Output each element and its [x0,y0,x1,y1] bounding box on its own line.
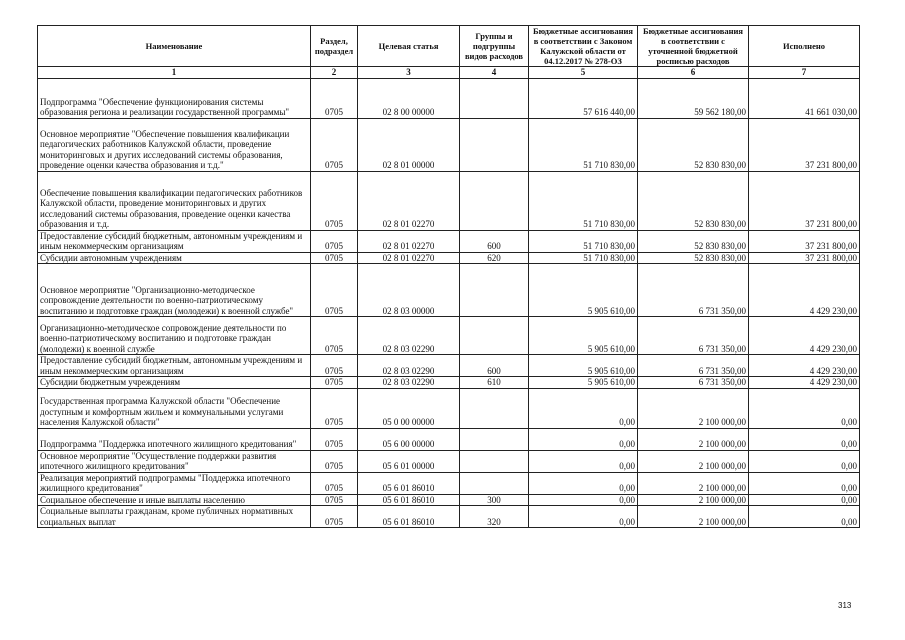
table-row [38,494,860,506]
cell-name: Государственная программа Калужской области "Обеспечение доступным и комфортным жильем и коммунальными услугами населения Калужской области" [38,388,311,428]
header-group: Группы и подгруппы видов расходов [460,26,529,67]
cell-group: 610 [460,377,529,389]
cell-plan: 59 562 180,00 [638,78,749,118]
cell-done: 0,00 [749,494,860,506]
cell-target: 02 8 01 02270 [358,171,460,230]
cell-plan: 52 830 830,00 [638,230,749,252]
cell-target: 05 6 01 86010 [358,506,460,528]
cell-name: Предоставление субсидий бюджетным, автономным учреждениям и иным некоммерческим организациям [38,230,311,252]
cell-target: 05 6 00 00000 [358,428,460,450]
cell-target: 02 8 03 02290 [358,317,460,355]
cell-group [460,78,529,118]
cell-law: 51 710 830,00 [529,230,638,252]
header-row [38,26,860,67]
cell-group [460,264,529,317]
cell-law: 5 905 610,00 [529,317,638,355]
cell-law: 0,00 [529,428,638,450]
cell-target: 02 8 00 00000 [358,78,460,118]
cell-section: 0705 [311,388,358,428]
column-number-row [38,67,860,79]
cell-done: 0,00 [749,450,860,472]
cell-group [460,317,529,355]
cell-plan: 6 731 350,00 [638,264,749,317]
cell-law: 51 710 830,00 [529,118,638,171]
cell-law: 57 616 440,00 [529,78,638,118]
cell-section: 0705 [311,450,358,472]
cell-plan: 6 731 350,00 [638,377,749,389]
cell-section: 0705 [311,506,358,528]
cell-done: 0,00 [749,506,860,528]
cell-law: 51 710 830,00 [529,171,638,230]
cell-law: 5 905 610,00 [529,355,638,377]
cell-target: 05 0 00 00000 [358,388,460,428]
cell-done: 37 231 800,00 [749,252,860,264]
cell-group [460,388,529,428]
table-row [38,252,860,264]
column-number: 6 [638,67,749,79]
table-row [38,118,860,171]
cell-plan: 52 830 830,00 [638,171,749,230]
table-row [38,450,860,472]
cell-done: 0,00 [749,428,860,450]
table-row [38,171,860,230]
cell-name: Субсидии автономным учреждениям [38,252,311,264]
cell-done: 4 429 230,00 [749,377,860,389]
cell-group: 620 [460,252,529,264]
cell-law: 5 905 610,00 [529,377,638,389]
cell-plan: 2 100 000,00 [638,472,749,494]
cell-done: 37 231 800,00 [749,171,860,230]
column-number: 1 [38,67,311,79]
table-row [38,472,860,494]
cell-law: 0,00 [529,494,638,506]
cell-name: Подпрограмма "Поддержка ипотечного жилищного кредитования" [38,428,311,450]
cell-law: 5 905 610,00 [529,264,638,317]
cell-plan: 52 830 830,00 [638,118,749,171]
cell-section: 0705 [311,355,358,377]
cell-section: 0705 [311,494,358,506]
table-row [38,78,860,118]
column-number: 7 [749,67,860,79]
cell-name: Предоставление субсидий бюджетным, автономным учреждениям и иным некоммерческим организациям [38,355,311,377]
table-row [38,317,860,355]
cell-group: 320 [460,506,529,528]
cell-group: 600 [460,355,529,377]
cell-group: 300 [460,494,529,506]
cell-target: 05 6 01 86010 [358,472,460,494]
cell-target: 05 6 01 86010 [358,494,460,506]
cell-section: 0705 [311,317,358,355]
cell-law: 0,00 [529,388,638,428]
cell-target: 05 6 01 00000 [358,450,460,472]
cell-name: Социальные выплаты гражданам, кроме публичных нормативных социальных выплат [38,506,311,528]
cell-name: Основное мероприятие "Обеспечение повышения квалификации педагогических работников Калужской области, проведение мониторинговых и других исследований системы образования, проведение оценки качества образования и т.д." [38,118,311,171]
cell-done: 37 231 800,00 [749,118,860,171]
cell-target: 02 8 01 02270 [358,252,460,264]
cell-target: 02 8 03 00000 [358,264,460,317]
cell-group: 600 [460,230,529,252]
header-law: Бюджетные ассигнования в соответствии с Законом Калужской области от 04.12.2017 № 278-ОЗ [529,26,638,67]
column-number: 5 [529,67,638,79]
cell-name: Основное мероприятие "Осуществление поддержки развития ипотечного жилищного кредитования" [38,450,311,472]
cell-name: Организационно-методическое сопровождение деятельности по военно-патриотическому воспитанию и подготовке граждан (молодежи) к военной службе [38,317,311,355]
cell-target: 02 8 03 02290 [358,355,460,377]
cell-name: Социальное обеспечение и иные выплаты населению [38,494,311,506]
cell-name: Обеспечение повышения квалификации педагогических работников Калужской области, проведение мониторинговых и других исследований системы образования, проведение оценки качества образования и т.д. [38,171,311,230]
cell-plan: 6 731 350,00 [638,355,749,377]
cell-target: 02 8 01 00000 [358,118,460,171]
cell-section: 0705 [311,78,358,118]
cell-done: 37 231 800,00 [749,230,860,252]
cell-group [460,171,529,230]
cell-plan: 2 100 000,00 [638,494,749,506]
cell-law: 0,00 [529,506,638,528]
cell-plan: 2 100 000,00 [638,428,749,450]
header-plan: Бюджетные ассигнования в соответствии с уточненной бюджетной росписью расходов [638,26,749,67]
cell-done: 4 429 230,00 [749,317,860,355]
table-row [38,506,860,528]
cell-plan: 52 830 830,00 [638,252,749,264]
cell-group [460,428,529,450]
cell-group [460,118,529,171]
cell-section: 0705 [311,377,358,389]
cell-section: 0705 [311,252,358,264]
cell-plan: 2 100 000,00 [638,506,749,528]
column-number: 3 [358,67,460,79]
cell-done: 4 429 230,00 [749,355,860,377]
header-section: Раздел, подраздел [311,26,358,67]
cell-section: 0705 [311,230,358,252]
cell-done: 0,00 [749,388,860,428]
cell-section: 0705 [311,264,358,317]
cell-group [460,450,529,472]
table-row [38,264,860,317]
cell-law: 0,00 [529,450,638,472]
column-number: 2 [311,67,358,79]
table-row [38,377,860,389]
cell-name: Реализация мероприятий подпрограммы "Поддержка ипотечного жилищного кредитования" [38,472,311,494]
cell-target: 02 8 01 02270 [358,230,460,252]
header-name: Наименование [38,26,311,67]
cell-section: 0705 [311,118,358,171]
cell-target: 02 8 03 02290 [358,377,460,389]
page-number: 313 [838,601,852,610]
cell-plan: 6 731 350,00 [638,317,749,355]
cell-section: 0705 [311,428,358,450]
header-done: Исполнено [749,26,860,67]
cell-name: Субсидии бюджетным учреждениям [38,377,311,389]
cell-section: 0705 [311,472,358,494]
cell-name: Основное мероприятие "Организационно-методическое сопровождение деятельности по военно-патриотическому воспитанию и подготовке граждан (молодежи) к военной службе" [38,264,311,317]
cell-name: Подпрограмма "Обеспечение функционирования системы образования региона и реализации государственной программы" [38,78,311,118]
cell-law: 51 710 830,00 [529,252,638,264]
cell-plan: 2 100 000,00 [638,450,749,472]
cell-law: 0,00 [529,472,638,494]
table-row [38,355,860,377]
cell-plan: 2 100 000,00 [638,388,749,428]
cell-done: 0,00 [749,472,860,494]
cell-section: 0705 [311,171,358,230]
budget-table [37,25,860,528]
header-target: Целевая статья [358,26,460,67]
cell-done: 4 429 230,00 [749,264,860,317]
table-row [38,428,860,450]
table-row [38,388,860,428]
cell-done: 41 661 030,00 [749,78,860,118]
table-row [38,230,860,252]
column-number: 4 [460,67,529,79]
cell-group [460,472,529,494]
